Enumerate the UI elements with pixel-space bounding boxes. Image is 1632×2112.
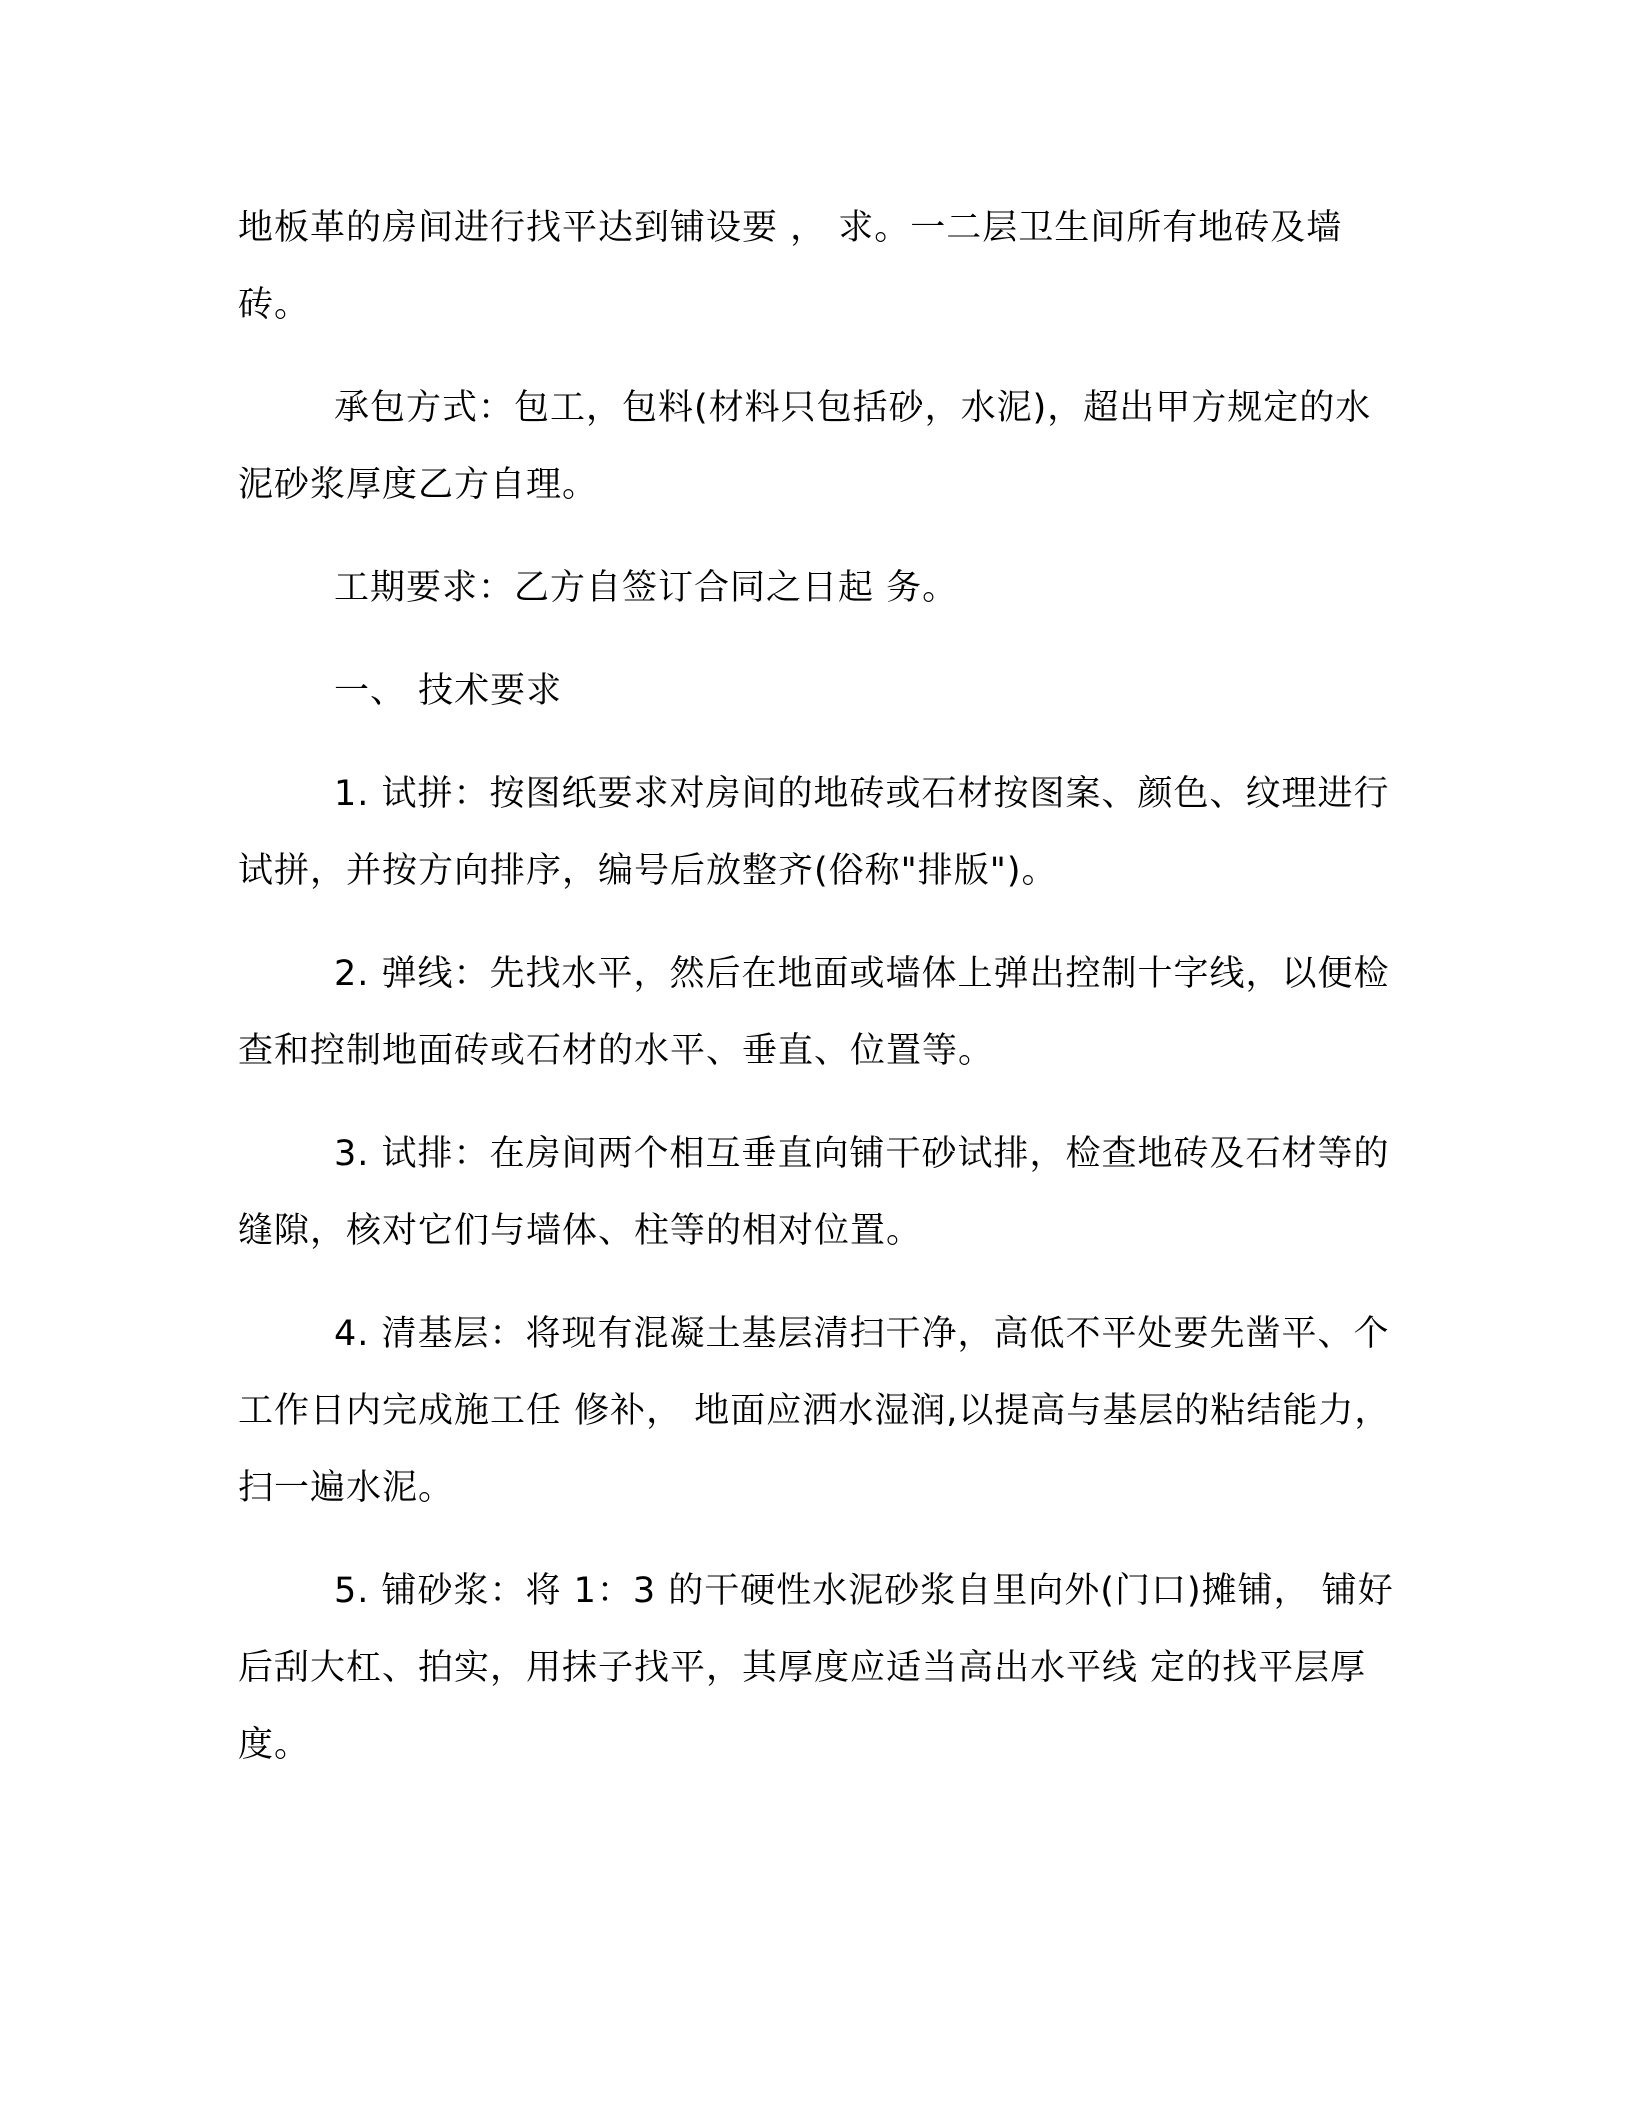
paragraph-step-2-chalk-line: 2. 弹线：先找水平，然后在地面或墙体上弹出控制十字线，以便检查和控制地面砖或石材的水平、垂直、位置等。 (238, 954, 1390, 1071)
paragraph-step-4-clean-base: 4. 清基层：将现有混凝土基层清扫干净，高低不平处要先凿平、个工作日内完成施工任 修补， 地面应洒水湿润,以提高与基层的粘结能力， 扫一遍水泥。 (238, 1314, 1391, 1508)
document-page (238, 190, 1398, 1784)
section-heading-technical-requirements: 一、 技术要求 (334, 671, 563, 711)
paragraph-step-1-trial-fit: 1. 试拼：按图纸要求对房间的地砖或石材按图案、颜色、纹理进行试拼，并按方向排序，编号后放整齐(俗称"排版")。 (238, 774, 1390, 891)
paragraph-step-3-trial-layout: 3. 试排：在房间两个相互垂直向铺干砂试排，检查地砖及石材等的缝隙，核对它们与墙体、柱等的相对位置。 (238, 1134, 1390, 1251)
paragraph-schedule: 工期要求：乙方自签订合同之日起 务。 (334, 568, 959, 608)
paragraph-contract-method: 承包方式：包工，包料(材料只包括砂，水泥)，超出甲方规定的水泥砂浆厚度乙方自理。 (238, 388, 1372, 505)
paragraph-scope-continued: 地板革的房间进行找平达到铺设要 ， 求。一二层卫生间所有地砖及墙砖。 (238, 208, 1343, 325)
paragraph-step-5-mortar: 5. 铺砂浆：将 1：3 的干硬性水泥砂浆自里向外(门口)摊铺， 铺好后刮大杠、拍实，用抹子找平，其厚度应适当高出水平线 定的找平层厚度。 (238, 1571, 1394, 1765)
